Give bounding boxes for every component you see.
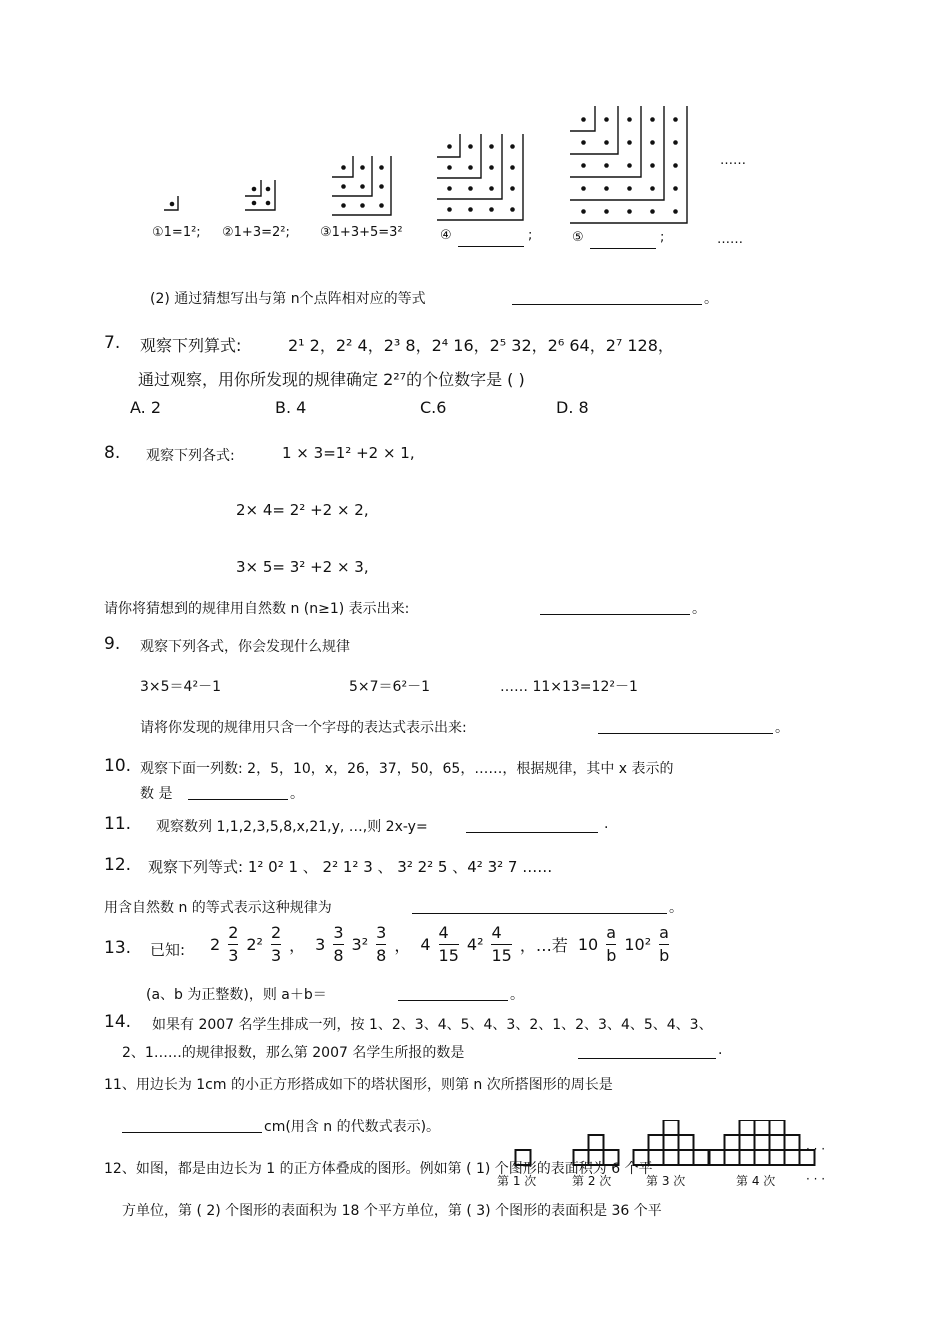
dot	[604, 140, 609, 145]
dot	[360, 165, 365, 170]
tower-4	[710, 1120, 815, 1165]
q13-answer-blank[interactable]	[398, 986, 508, 1001]
tower-square	[664, 1135, 679, 1150]
dot	[489, 165, 494, 170]
dot	[489, 207, 494, 212]
dot	[510, 144, 515, 149]
q9-prefix: 观察下列各式，你会发现什么规律	[140, 639, 350, 655]
q2-text: (2) 通过猜想写出与第 n个点阵相对应的等式	[150, 291, 426, 307]
tower-square	[679, 1135, 694, 1150]
tower-dots-bottom: · · ·	[806, 1172, 826, 1186]
dot	[604, 163, 609, 168]
q13-end: 。	[510, 987, 524, 1003]
dot	[673, 117, 678, 122]
tower-square	[785, 1150, 800, 1165]
q7-series: 2¹ 2，2² 4，2³ 8，2⁴ 16，2⁵ 32，2⁶ 64，2⁷ 128，	[288, 336, 674, 355]
q13-prefix: 已知:	[150, 941, 186, 959]
q8-prefix: 观察下列各式:	[146, 448, 235, 464]
dot	[581, 209, 586, 214]
dot	[627, 117, 632, 122]
q12b-line2: 方单位，第 ( 2) 个图形的表面积为 18 个平方单位，第 ( 3) 个图形的表面积是 36 个平	[122, 1203, 662, 1219]
dot	[266, 201, 271, 206]
q13-line2: (a、b 为正整数)，则 a＋b＝	[146, 987, 327, 1003]
tower-square	[710, 1150, 725, 1165]
dot	[447, 207, 452, 212]
q13-fraction-2: $\frac{4}{15}$	[438, 923, 459, 965]
tower-square	[755, 1120, 770, 1135]
q13-sep-0: ，	[289, 936, 306, 955]
tower-caption-3: 第 3 次	[646, 1174, 686, 1188]
figure-label-1: ①1=1²;	[152, 225, 201, 240]
dot	[604, 209, 609, 214]
tower-square	[755, 1150, 770, 1165]
dot	[468, 165, 473, 170]
dot-figure-3	[332, 156, 391, 215]
dot	[604, 186, 609, 191]
figure-label-4: ④	[440, 228, 452, 243]
dot-figure-2	[245, 180, 275, 210]
q13-expressions	[205, 922, 672, 967]
tower-square	[755, 1135, 770, 1150]
q12-ask: 用含自然数 n 的等式表示这种规律为	[104, 900, 332, 916]
q13-fraction-0: $\frac{2}{3}$	[228, 923, 239, 965]
tower-square	[664, 1120, 679, 1135]
dot	[447, 165, 452, 170]
q2-answer-blank[interactable]	[512, 290, 702, 305]
dot	[673, 140, 678, 145]
figure-label-5: ⑤	[572, 230, 584, 245]
tower-square	[770, 1120, 785, 1135]
q11-number: 11.	[104, 814, 132, 834]
dot	[650, 186, 655, 191]
tower-square	[785, 1135, 800, 1150]
q13-whole-2: 4	[420, 935, 431, 954]
q11b-line2: cm(用含 n 的代数式表示)。	[264, 1119, 441, 1135]
tower-square	[694, 1150, 709, 1165]
q9-eq3: …… 11×13=12²－1	[500, 679, 638, 695]
q9-number: 9.	[104, 634, 121, 654]
dot	[627, 209, 632, 214]
tower-square	[770, 1150, 785, 1165]
dot	[673, 186, 678, 191]
q13-square-1: 3²	[351, 935, 369, 954]
q8-answer-blank[interactable]	[540, 600, 690, 615]
q7-question: 通过观察，用你所发现的规律确定 2²⁷的个位数字是 ( )	[138, 370, 525, 389]
q7-prefix: 观察下列算式:	[140, 336, 242, 355]
dot	[581, 163, 586, 168]
q13-whole-1: 3	[315, 935, 326, 954]
separator-line	[332, 156, 372, 196]
dot	[510, 207, 515, 212]
tower-square	[649, 1135, 664, 1150]
q13-sep-2: ，…若	[519, 936, 568, 955]
dot	[489, 144, 494, 149]
q13-square-0: 2²	[246, 935, 263, 954]
q7-option-d[interactable]: D. 8	[556, 398, 589, 417]
q14-line1: 如果有 2007 名学生排成一列，按 1、2、3、4、5、4、3、2、1、2、3、4、5、4、3、	[152, 1017, 713, 1033]
tower-square	[679, 1150, 694, 1165]
tower-caption-1: 第 1 次	[497, 1174, 537, 1188]
dot	[627, 163, 632, 168]
q13-fraction-rhs-3: $\frac{a}{b}$	[659, 923, 670, 965]
q8-eq1: 1 × 3=1² +2 × 1,	[282, 444, 415, 462]
q13-square-3: 10²	[624, 935, 652, 954]
q11-end: .	[604, 816, 609, 832]
dot	[673, 163, 678, 168]
q14-line2: 2、1……的规律报数，那么第 2007 名学生所报的数是	[122, 1045, 465, 1061]
q13-sep-1: ，	[394, 936, 411, 955]
q14-number: 14.	[104, 1012, 132, 1032]
tower-square	[664, 1150, 679, 1165]
q13-number: 13.	[104, 938, 132, 958]
q7-option-a[interactable]: A. 2	[130, 398, 162, 417]
q8-end: 。	[692, 601, 706, 617]
tower-caption-2: 第 2 次	[572, 1174, 612, 1188]
tower-square	[740, 1120, 755, 1135]
tower-square	[589, 1135, 604, 1150]
dot	[468, 144, 473, 149]
dot	[266, 187, 271, 192]
dot	[581, 140, 586, 145]
q13-fraction-rhs-0: $\frac{2}{3}$	[270, 923, 282, 965]
q11-text: 观察数列 1,1,2,3,5,8,x,21,y, …,则 2x-y=	[156, 819, 428, 835]
answer-blank-4[interactable]	[458, 232, 524, 247]
dot	[468, 207, 473, 212]
q11b-line1: 11、用边长为 1cm 的小正方形搭成如下的塔状图形，则第 n 次所搭图形的周长是	[104, 1077, 613, 1093]
dot-figure-1	[164, 196, 178, 210]
q8-eq3: 3× 5= 3² +2 × 3,	[236, 558, 369, 576]
q10-answer-blank[interactable]	[188, 785, 288, 800]
figure-label-3: ③1+3+5=3²	[320, 225, 403, 240]
q12b-line1: 12、如图，都是由边长为 1 的正方体叠成的图形。例如第 ( 1) 个图形的表面积为 6 个平	[104, 1161, 653, 1177]
q12-end: 。	[669, 900, 683, 916]
tower-caption-4: 第 4 次	[736, 1174, 776, 1188]
tower-square	[740, 1150, 755, 1165]
q13-fraction-1: $\frac{3}{8}$	[333, 923, 344, 965]
tower-square	[770, 1135, 785, 1150]
q7-option-c[interactable]: C.6	[420, 398, 447, 417]
q11-answer-blank[interactable]	[466, 818, 598, 833]
dot	[510, 165, 515, 170]
q9-ask: 请将你发现的规律用只含一个字母的表达式表示出来:	[140, 720, 467, 736]
dot	[650, 163, 655, 168]
dot	[252, 201, 257, 206]
dot	[650, 117, 655, 122]
tower-square	[725, 1150, 740, 1165]
dot	[170, 202, 175, 207]
dot	[341, 203, 346, 208]
q8-number: 8.	[104, 443, 121, 463]
figure-label-5-end: ;	[660, 230, 665, 245]
dot	[379, 184, 384, 189]
figure-label-4-end: ;	[528, 228, 533, 243]
q12-text: 观察下列等式: 1² 0² 1 、 2² 1² 3 、 3² 2² 5 、4² 3² 7 ……	[148, 858, 553, 876]
dot	[252, 187, 257, 192]
dot	[447, 186, 452, 191]
dot	[379, 203, 384, 208]
dot	[510, 186, 515, 191]
dot	[581, 117, 586, 122]
q7-number: 7.	[104, 333, 121, 353]
separator-line	[245, 180, 275, 210]
q13-whole-0: 2	[210, 935, 221, 954]
q8-ask: 请你将猜想到的规律用自然数 n (n≥1) 表示出来:	[104, 601, 410, 617]
separator-line	[437, 134, 481, 178]
tower-square	[725, 1135, 740, 1150]
dot-array-figures	[0, 0, 950, 230]
q13-square-2: 4²	[466, 935, 484, 954]
figure-ellipsis: ……	[717, 232, 743, 247]
dot-figure-5	[570, 106, 687, 223]
dot	[341, 184, 346, 189]
q12-number: 12.	[104, 855, 132, 875]
dot	[673, 209, 678, 214]
q14-answer-blank[interactable]	[578, 1044, 716, 1059]
dot	[360, 203, 365, 208]
figure-ellipsis-top: ……	[720, 153, 746, 168]
q10-end: 。	[290, 786, 304, 802]
dot	[650, 209, 655, 214]
tower-square	[740, 1135, 755, 1150]
tower-dots-top: · · ·	[806, 1142, 826, 1156]
q8-eq2: 2× 4= 2² +2 × 2,	[236, 501, 369, 519]
dot-figure-4	[437, 134, 523, 220]
q2-end: 。	[704, 291, 718, 307]
q12-answer-blank[interactable]	[412, 899, 667, 914]
q10-number: 10.	[104, 756, 132, 776]
q9-eq1: 3×5＝4²－1	[140, 679, 221, 695]
dot	[468, 186, 473, 191]
figure-label-2: ②1+3=2²;	[222, 225, 290, 240]
q14-end: .	[718, 1042, 723, 1058]
q10-line2: 数 是	[140, 786, 173, 802]
dot	[379, 165, 384, 170]
q7-option-b[interactable]: B. 4	[275, 398, 307, 417]
q9-end: 。	[775, 720, 789, 736]
q13-fraction-rhs-1: $\frac{3}{8}$	[376, 923, 387, 965]
dot	[360, 184, 365, 189]
dot	[627, 140, 632, 145]
answer-blank-5[interactable]	[590, 234, 656, 249]
separator-line	[570, 106, 618, 154]
dot	[447, 144, 452, 149]
q13-whole-3: 10	[577, 935, 599, 954]
q10-line1: 观察下面一列数: 2，5，10，x，26，37，50，65，……，根据规律，其中 x 表示的	[140, 761, 674, 777]
q9-eq2: 5×7＝6²－1	[349, 679, 430, 695]
dot	[650, 140, 655, 145]
dot	[604, 117, 609, 122]
q9-answer-blank[interactable]	[598, 719, 773, 734]
dot	[341, 165, 346, 170]
q13-fraction-3: $\frac{a}{b}$	[606, 923, 617, 965]
dot	[581, 186, 586, 191]
dot	[627, 186, 632, 191]
dot	[489, 186, 494, 191]
q13-fraction-rhs-2: $\frac{4}{15}$	[491, 923, 512, 965]
